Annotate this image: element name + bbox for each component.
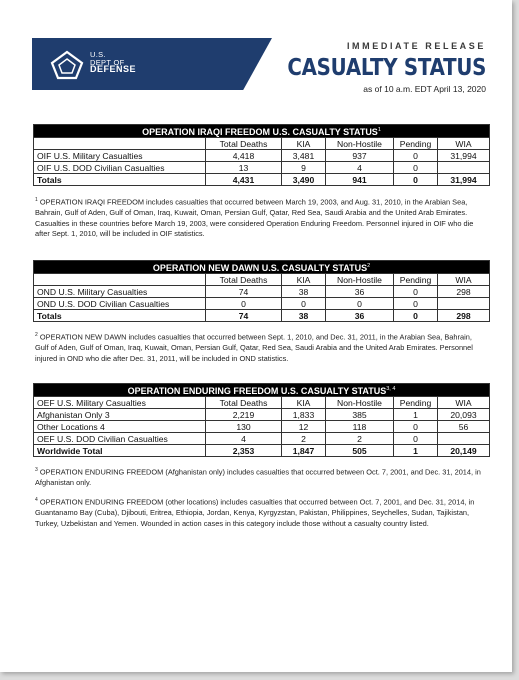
column-header-row: Total Deaths KIA Non-Hostile Pending WIA [34, 138, 490, 150]
immediate-release-label: IMMEDIATE RELEASE [346, 41, 486, 51]
table-row: Other Locations 4 130 12 118 0 56 [34, 421, 490, 433]
column-header-row: Total Deaths KIA Non-Hostile Pending WIA [34, 274, 490, 286]
ond-table [33, 260, 490, 322]
ond-footnote: $^2$ OPERATION NEW DAWN includes casualties that occurred between Sept. 1, 2010, and Dec. 31, 2011, in the Arabian Sea, Bahrain, Gulf of Aden, Gulf of Oman, Iraq, Kuwait, Oman, Persian Gulf, Qatar, Red Sea, Saudi Arabia and the United Arab Emirates. Personnel injured in OND who die after Dec. 31, 2011, will be included in OND statistics. [35, 332, 473, 363]
as-of-date: as of 10 a.m. EDT April 13, 2020 [363, 84, 486, 94]
table-row: OND U.S. DOD Civilian Casualties 0 0 0 0 [34, 298, 490, 310]
totals-row: Worldwide Total 2,353 1,847 505 1 20,149 [34, 445, 490, 457]
oef-footnote-4: $^4$ OPERATION ENDURING FREEDOM (other locations) includes casualties that occurred between Oct. 7, 2001, and Dec. 31, 2014, in Guantanamo Bay (Cuba), Djibouti, Eritrea, Ethiopia, Jordan, Kenya, Kyrgyzstan, Pakistan, Philippines, Seychelles, Sudan, Tajikistan, Turkey, Uzbekistan and Yemen. Wounded in action cases in this category include those without a casualty country listed. [35, 497, 475, 528]
oef-footnote-3: $^3$ OPERATION ENDURING FREEDOM (Afghanistan only) includes casualties that occurred between Oct. 7, 2001, and Dec. 31, 2014, in Afghanistan only. [35, 467, 481, 488]
page-title: CASUALTY STATUS [287, 55, 486, 81]
ond-title: OPERATION NEW DAWN U.S. CASUALTY STATUS$^2$ [34, 261, 490, 274]
oef-table [33, 383, 490, 457]
totals-row: Totals 4,431 3,490 941 0 31,994 [34, 174, 490, 186]
table-row: OND U.S. Military Casualties 74 38 36 0 298 [34, 286, 490, 298]
table-row: OIF U.S. Military Casualties 4,418 3,481 937 0 31,994 [34, 150, 490, 162]
oif-title: OPERATION IRAQI FREEDOM U.S. CASUALTY STATUS$^1$ [34, 125, 490, 138]
oif-table [33, 124, 490, 186]
table-row: Afghanistan Only 3 2,219 1,833 385 1 20,093 [34, 409, 490, 421]
dod-wordmark: U.S. DEPT OF DEFENSE [90, 50, 137, 74]
totals-row: Totals 74 38 36 0 298 [34, 310, 490, 322]
oif-footnote: $^1$ OPERATION IRAQI FREEDOM includes casualties that occurred between March 19, 2003, and Aug. 31, 2010, in the Arabian Sea, Bahrain, Gulf of Aden, Gulf of Oman, Iraq, Kuwait, Oman, Persian Gulf, Qatar, Red Sea, Saudi Arabia and the United Arab Emirates. Casualties in these countries before March 19, 2003, were considered Operation Enduring Freedom. Personnel injured in OIF who die after Sept. 1, 2010, will be included in OIF statistics. [35, 197, 474, 239]
pentagon-icon [50, 50, 84, 80]
table-row: OEF U.S. DOD Civilian Casualties 4 2 2 0 [34, 433, 490, 445]
table-row: OIF U.S. DOD Civilian Casualties 13 9 4 0 [34, 162, 490, 174]
oef-title: OPERATION ENDURING FREEDOM U.S. CASUALTY STATUS$^{3, 4}$ [34, 384, 490, 397]
column-header-row: OEF U.S. Military Casualties Total Deaths KIA Non-Hostile Pending WIA [34, 397, 490, 409]
